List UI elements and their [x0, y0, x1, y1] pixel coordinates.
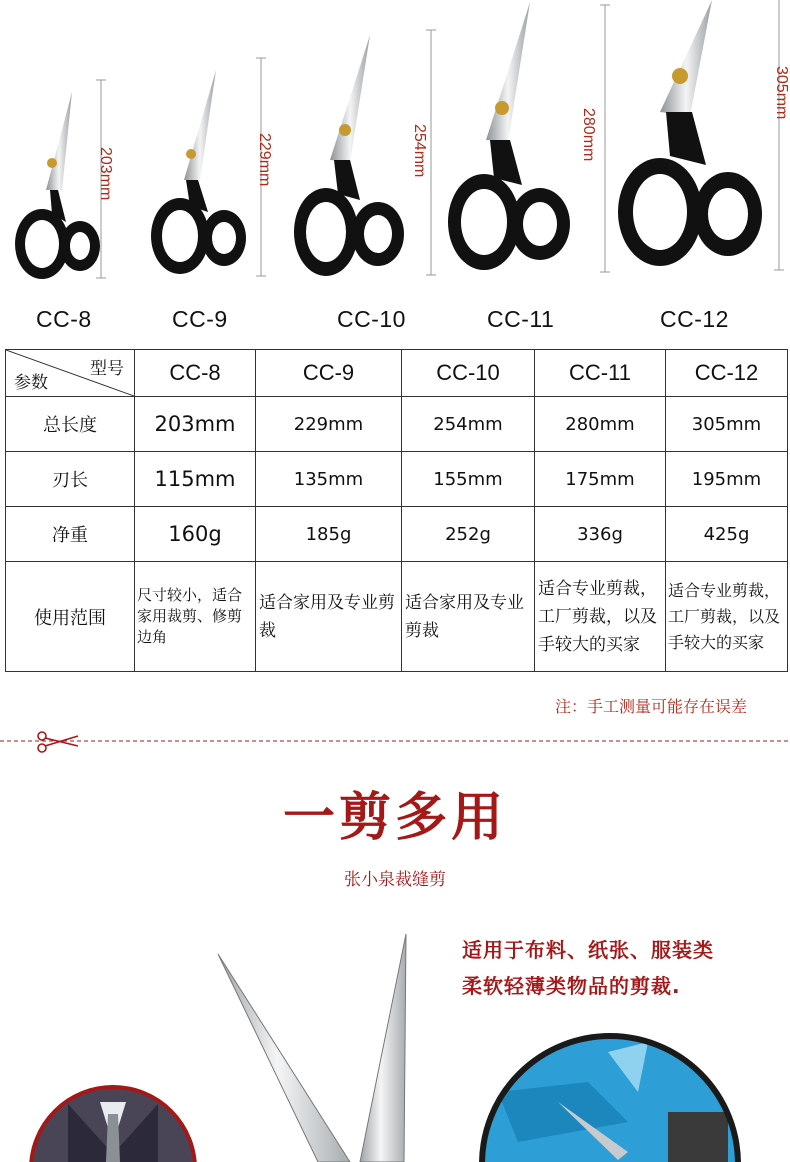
- row-label: 总长度: [6, 397, 135, 452]
- scissors-cc10-image: [294, 35, 404, 276]
- table-cell: 160g: [135, 507, 256, 562]
- table-row: [6, 507, 788, 562]
- table-row: [6, 397, 788, 452]
- table-cell: 185g: [256, 507, 402, 562]
- dashed-divider: [0, 730, 790, 760]
- scissors-cc9-image: [151, 70, 246, 274]
- table-header-row: [6, 350, 788, 397]
- header-model-label: 型号: [90, 359, 124, 379]
- scissors-cc8-image: [15, 92, 100, 279]
- table-corner-header: [6, 350, 135, 397]
- table-cell: 适合家用及专业剪裁: [256, 562, 402, 672]
- row-label: 刃长: [6, 452, 135, 507]
- header-param-label: 参数: [14, 373, 48, 393]
- dimension-cc8: 203mm: [97, 147, 114, 201]
- table-cell: 305mm: [666, 397, 788, 452]
- table-cell: 尺寸较小，适合家用裁剪、修剪边角: [135, 562, 256, 672]
- table-cell: 425g: [666, 507, 788, 562]
- row-label: 使用范围: [6, 562, 135, 672]
- table-cell: 适合专业剪裁，工厂剪裁，以及手较大的买家: [666, 562, 788, 672]
- row-label: 净重: [6, 507, 135, 562]
- table-cell: 175mm: [535, 452, 666, 507]
- model-label-cc11: CC-11: [487, 306, 555, 332]
- scissors-cc11-image: [448, 2, 570, 270]
- scissors-size-comparison: [0, 0, 790, 300]
- measurement-note: 注：手工测量可能存在误差: [555, 697, 748, 716]
- dimension-cc10: 254mm: [411, 124, 428, 178]
- section-subtitle: 张小泉裁缝剪: [344, 870, 446, 890]
- usage-text-line2: 柔软轻薄类物品的剪裁.: [462, 974, 681, 998]
- table-cell: 115mm: [135, 452, 256, 507]
- section-title: 一剪多用: [282, 788, 507, 848]
- model-label-cc9: CC-9: [172, 306, 228, 332]
- scissors-cc12-image: [618, 0, 762, 266]
- dimension-cc9: 229mm: [256, 133, 273, 187]
- table-cell: 195mm: [666, 452, 788, 507]
- table-row: [6, 452, 788, 507]
- table-cell: 适合专业剪裁，工厂剪裁，以及手较大的买家: [535, 562, 666, 672]
- scissors-blade-closeup-image: [200, 930, 440, 1162]
- table-cell: 336g: [535, 507, 666, 562]
- spec-table: [5, 349, 788, 672]
- table-cell: 203mm: [135, 397, 256, 452]
- column-header: CC-12: [666, 350, 788, 397]
- suit-tailoring-photo: [28, 1084, 198, 1162]
- table-cell: 135mm: [256, 452, 402, 507]
- dimension-cc11: 280mm: [580, 108, 597, 162]
- usage-text-line1: 适用于布料、纸张、服装类: [462, 938, 714, 962]
- dimension-cc12: 305mm: [773, 66, 790, 120]
- table-cell: 280mm: [535, 397, 666, 452]
- table-cell: 155mm: [402, 452, 535, 507]
- table-cell: 254mm: [402, 397, 535, 452]
- column-header: CC-8: [135, 350, 256, 397]
- model-label-cc10: CC-10: [337, 306, 406, 332]
- scissors-icon: [38, 732, 78, 752]
- column-header: CC-11: [535, 350, 666, 397]
- model-label-cc12: CC-12: [660, 306, 729, 332]
- table-row: [6, 562, 788, 672]
- paper-cutting-photo: [478, 1032, 742, 1162]
- table-cell: 229mm: [256, 397, 402, 452]
- column-header: CC-10: [402, 350, 535, 397]
- table-cell: 252g: [402, 507, 535, 562]
- table-cell: 适合家用及专业剪裁: [402, 562, 535, 672]
- column-header: CC-9: [256, 350, 402, 397]
- model-label-cc8: CC-8: [36, 306, 92, 332]
